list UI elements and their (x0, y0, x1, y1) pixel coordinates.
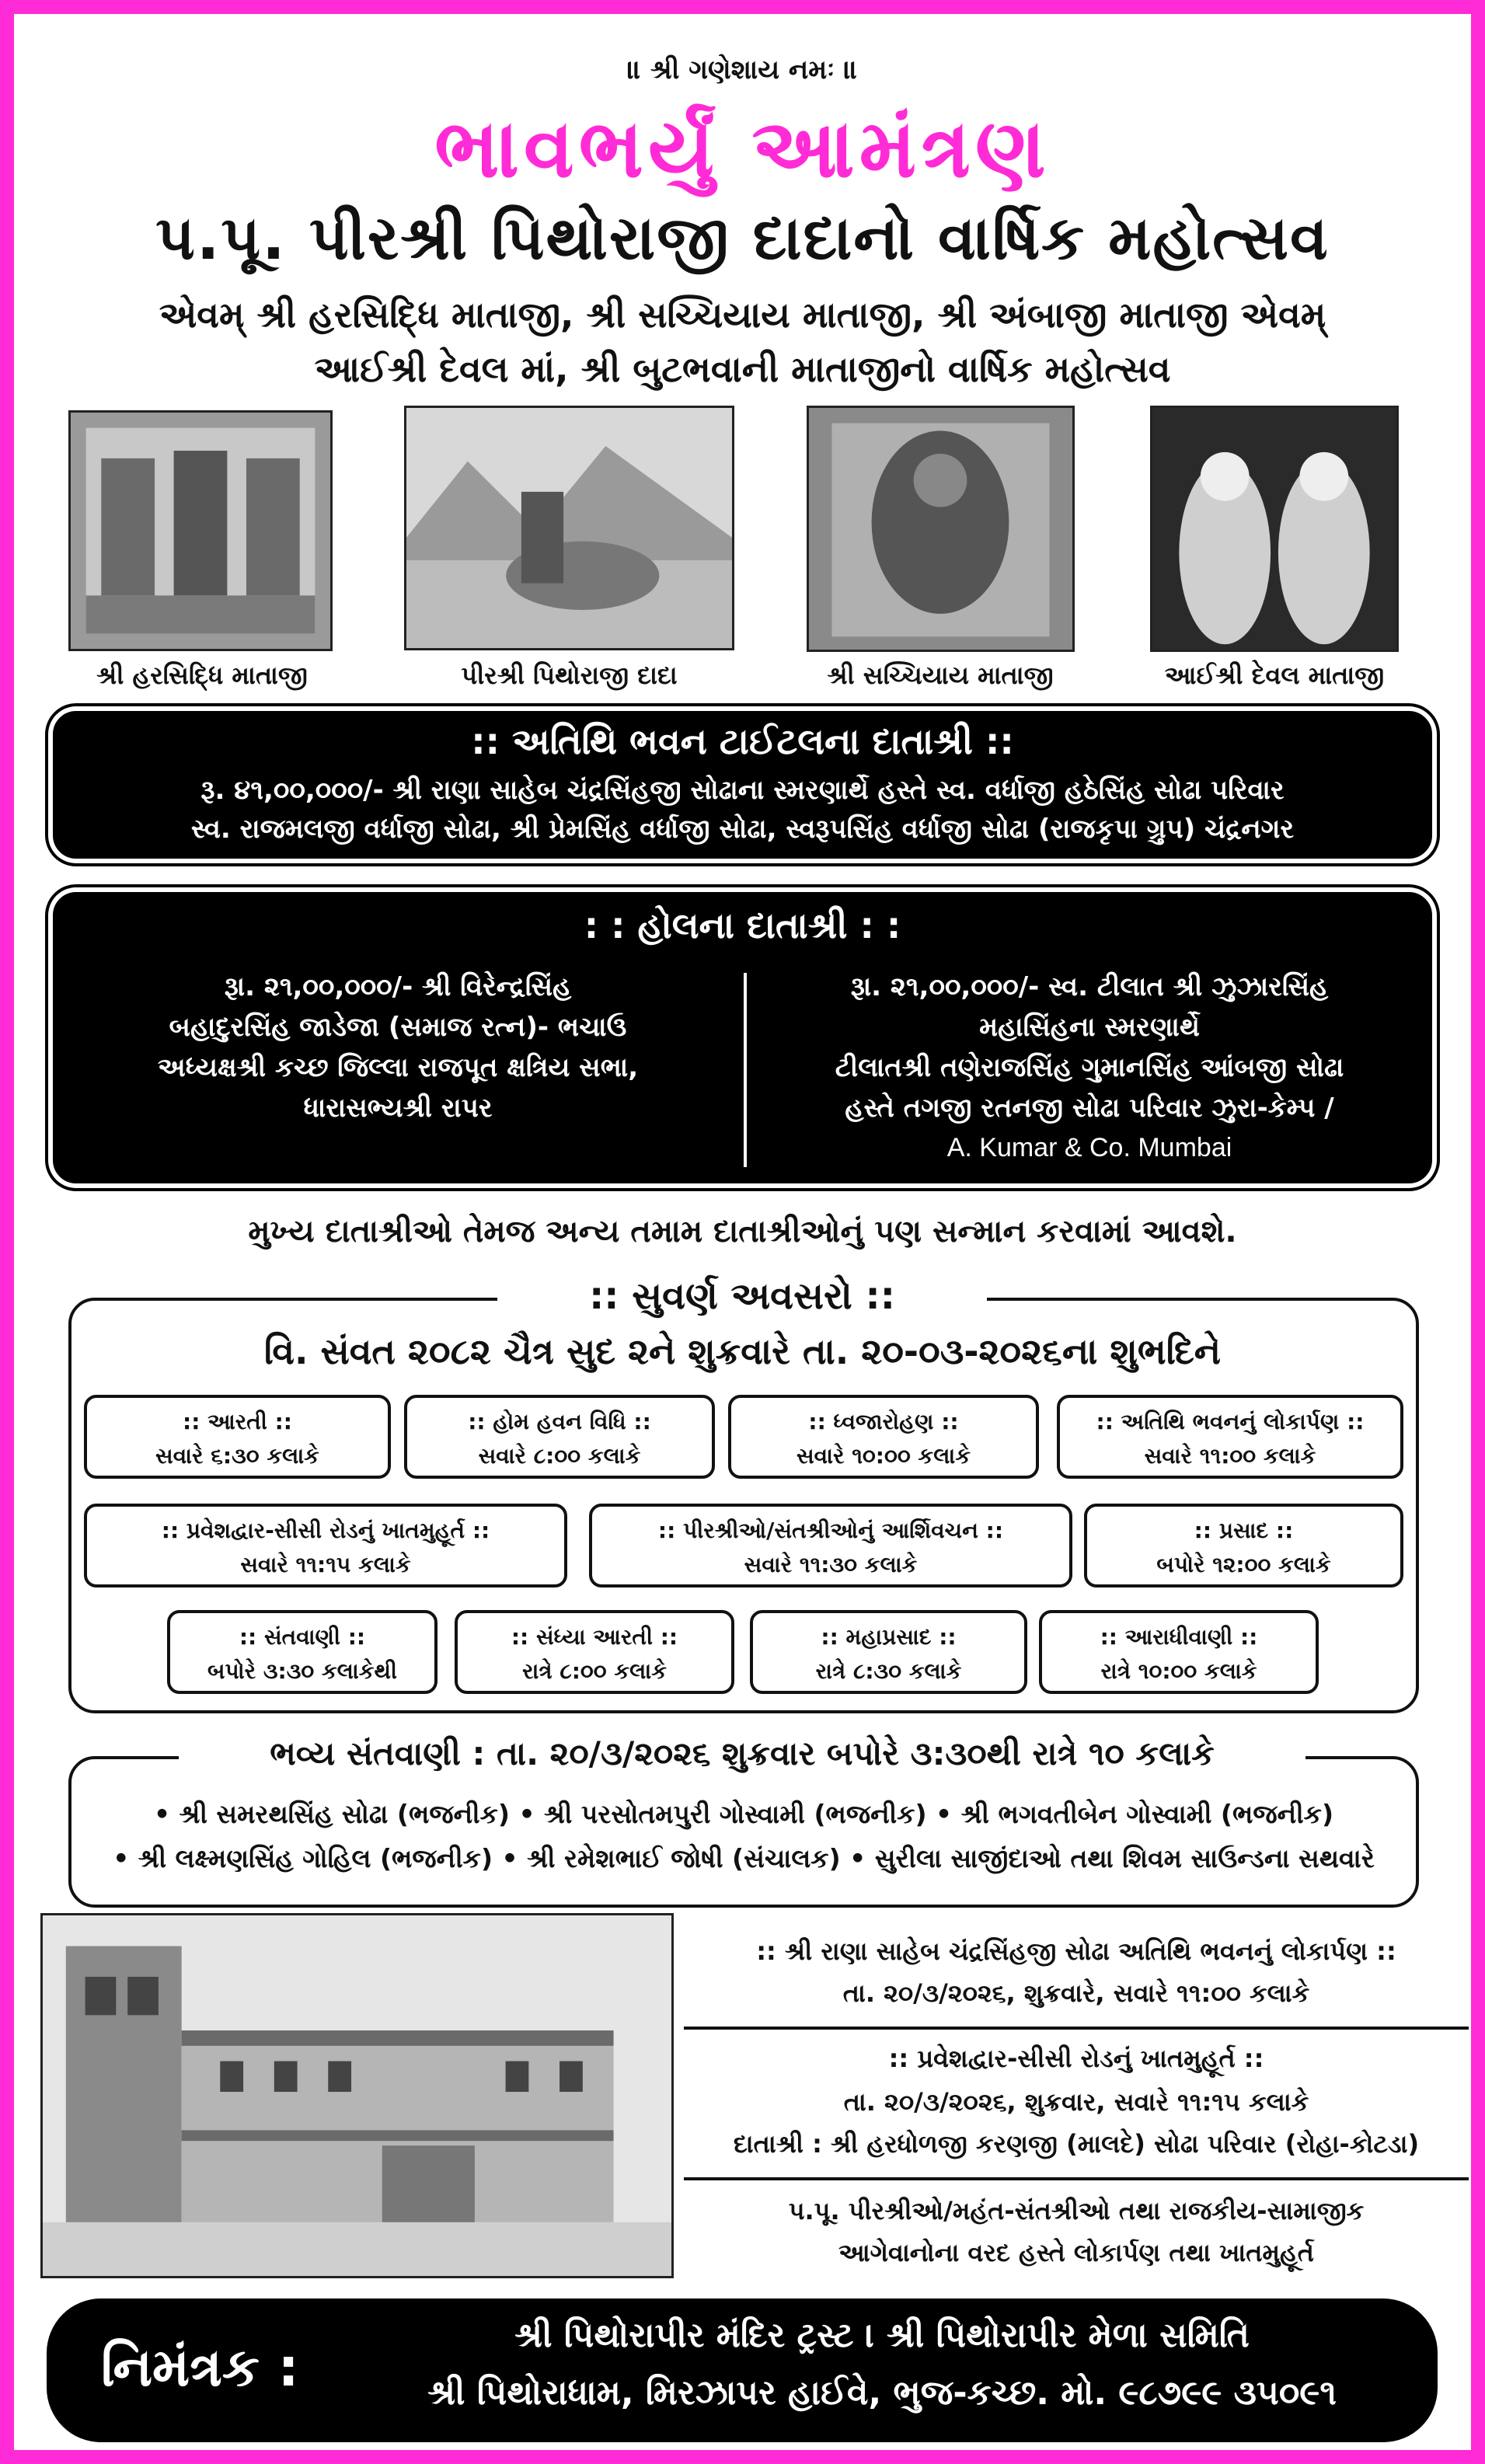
photo-pithoraji-dada (404, 406, 734, 650)
inauguration-block1-line2: તા. ૨૦/૩/૨૦૨૬, શુક્રવારે, સવારે ૧૧:૦૦ કલાકે (842, 1978, 1310, 2008)
hall-donor-right-line-3: ટીલાતશ્રી તણેરાજસિંહ ગુમાનસિંહ આંબજી સોઢા (835, 1052, 1344, 1083)
footer-host-line-2: શ્રી પિથોરાધામ, મિરઝાપર હાઈવે, ભુજ-કચ્છ. મો. ૯૮૭૯૯ ૩૫૦૯૧ (427, 2373, 1337, 2413)
hall-donor-right-line-1: રૂા. ૨૧,૦૦,૦૦૦/- સ્વ. ટીલાત શ્રી ઝુઝારસિંહ (850, 971, 1329, 1002)
photo-caption-4: આઈશ્રી દેવલ માતાજી (1164, 660, 1385, 690)
hall-donor-divider (744, 973, 747, 1167)
invitation-title: ભાવભર્યું આમંત્રણ (434, 101, 1051, 196)
footer-host-label: નિમંત્રક : (101, 2337, 299, 2399)
photo-caption-3: શ્રી સચ્ચિયાય માતાજી (827, 660, 1054, 690)
event-aarti: :: આરતી :: સવારે ૬:૩૦ કલાકે (84, 1395, 391, 1479)
inauguration-block3-line2: આગેવાનોના વરદ હસ્તે લોકાર્પણ તથા ખાતમુહૂર્ત (838, 2238, 1315, 2267)
guest-house-donor-line-2: સ્વ. રાજમલજી વર્ધાજી સોઢા, શ્રી પ્રેમસિંહ વર્ધાજી સોઢા, સ્વરૂપસિંહ વર્ધાજી સોઢા (રાજકૃપા ગ્રુપ) ચંદ્રનગર (190, 814, 1295, 845)
event-gate-road-groundbreaking: :: પ્રવેશદ્વાર-સીસી રોડનું ખાતમુહૂર્ત :: સવારે ૧૧:૧૫ કલાકે (84, 1504, 567, 1587)
photo-caption-1: શ્રી હરસિદ્ધિ માતાજી (96, 660, 308, 690)
photo-harsiddhi-mataji (68, 410, 333, 651)
inauguration-block2-line1: :: પ્રવેશદ્વાર-સીસી રોડનું ખાતમુહૂર્ત :: (888, 2044, 1264, 2073)
event-aaradhivani: :: આરાધીવાણી :: રાત્રે ૧૦:૦૦ કલાકે (1039, 1610, 1319, 1694)
footer-host-bar (47, 2298, 1438, 2442)
event-guest-house-inauguration: :: અતિથિ ભવનનું લોકાર્પણ :: સવારે ૧૧:૦૦ કલાકે (1057, 1395, 1403, 1479)
hall-donor-left-line-1: રૂા. ૨૧,૦૦,૦૦૦/- શ્રી વિરેન્દ્રસિંહ (224, 971, 572, 1002)
inauguration-block2-line3: દાતાશ્રી : શ્રી હરધોળજી કરણજી (માલદે) સોઢા પરિવાર (રોહા-કોટડા) (733, 2129, 1420, 2159)
santvani-line-2: • શ્રી લક્ષ્મણસિંહ ગોહિલ (ભજનીક) • શ્રી રમેશભાઈ જોષી (સંચાલક) • સુરીલા સાજીંદાઓ તથા શિવમ સાઉન્ડના સથવારે (113, 1843, 1375, 1873)
santvani-heading: ભવ્ય સંતવાણી : તા. ૨૦/૩/૨૦૨૬ શુક્રવાર બપોરે ૩:૩૦થી રાત્રે ૧૦ કલાકે (179, 1734, 1305, 1778)
event-hom-havan: :: હોમ હવન વિધિ :: સવારે ૮:૦૦ કલાકે (404, 1395, 715, 1479)
photo-sachiyay-mataji (807, 406, 1075, 652)
golden-date-line: વિ. સંવત ૨૦૮૨ ચૈત્ર સુદ ૨ને શુક્રવારે તા. ૨૦-૦૩-૨૦૨૬ના શુભદિને (263, 1330, 1222, 1372)
inauguration-divider-2 (684, 2177, 1469, 2180)
event-dhvajarohan: :: ધ્વજારોહણ :: સવારે ૧૦:૦૦ કલાકે (728, 1395, 1039, 1479)
inauguration-block1-line1: :: શ્રી રાણા સાહેબ ચંદ્રસિંહજી સોઢા અતિથિ ભવનનું લોકાર્પણ :: (756, 1936, 1396, 1966)
guest-house-photo (40, 1913, 674, 2278)
event-santvani: :: સંતવાણી :: બપોરે ૩:૩૦ કલાકેથી (167, 1610, 437, 1694)
event-blessings: :: પીરશ્રીઓ/સંતશ્રીઓનું આર્શિવચન :: સવારે ૧૧:૩૦ કલાકે (589, 1504, 1072, 1587)
subtitle-line-1: એવમ્ શ્રી હરસિદ્ધિ માતાજી, શ્રી સચ્ચિયાય માતાજી, શ્રી અંબાજી માતાજી એવમ્ (159, 294, 1326, 336)
honor-note: મુખ્ય દાતાશ્રીઓ તેમજ અન્ય તમામ દાતાશ્રીઓનું પણ સન્માન કરવામાં આવશે. (248, 1214, 1237, 1249)
photo-caption-2: પીરશ્રી પિથોરાજી દાદા (461, 660, 678, 690)
guest-house-donor-box (53, 711, 1432, 859)
inauguration-divider-1 (684, 2027, 1469, 2030)
hall-donor-left-line-2: બહાદુરસિંહ જાડેજા (સમાજ રત્ન)- ભચાઉ (169, 1012, 627, 1043)
hall-donor-right-line-4: હસ્તે તગજી રતનજી સોઢા પરિવાર ઝુરા-કેમ્પ / (845, 1093, 1334, 1124)
guest-house-donor-line-1: રૂ. ૪૧,૦૦,૦૦૦/- શ્રી રાણા સાહેબ ચંદ્રસિંહજી સોઢાના સ્મરણાર્થે હસ્તે સ્વ. વર્ધાજી હઠેસિંહ સોઢા પરિવાર (200, 775, 1285, 806)
hall-donor-left-line-3: અધ્યક્ષશ્રી કચ્છ જિલ્લા રાજપૂત ક્ષત્રિય સભા, (157, 1052, 639, 1083)
santvani-box (68, 1756, 1419, 1908)
invocation-line: ॥ શ્રી ગણેશાય નમઃ ॥ (627, 54, 858, 85)
hall-donor-right-line-2: મહાસિંહના સ્મરણાર્થે (979, 1012, 1200, 1043)
subtitle-line-2: આઈશ્રી દેવલ માં, શ્રી બુટભવાની માતાજીનો વાર્ષિક મહોત્સવ (314, 348, 1171, 390)
event-mahaprasad: :: મહાપ્રસાદ :: રાત્રે ૮:૩૦ કલાકે (750, 1610, 1027, 1694)
guest-house-donor-heading: :: અતિથિ ભવન ટાઈટલના દાતાશ્રી :: (471, 720, 1014, 762)
event-sandhya-aarti: :: સંધ્યા આરતી :: રાત્રે ૮:૦૦ કલાકે (455, 1610, 734, 1694)
golden-moments-heading: :: સુવર્ણ અવસરો :: (497, 1274, 987, 1321)
event-prasad: :: પ્રસાદ :: બપોરે ૧૨:૦૦ કલાકે (1084, 1504, 1403, 1587)
festival-title: પ.પૂ. પીરશ્રી પિથોરાજી દાદાનો વાર્ષિક મહોત્સવ (155, 204, 1330, 274)
hall-donor-right-line-5: A. Kumar & Co. Mumbai (946, 1133, 1232, 1162)
inauguration-block3-line1: પ.પૂ. પીરશ્રીઓ/મહંત-સંતશ્રીઓ તથા રાજકીય-સામાજીક (788, 2196, 1365, 2225)
hall-donor-heading: : : હોલના દાતાશ્રી : : (584, 904, 901, 946)
footer-host-line-1: શ્રી પિથોરાપીર મંદિર ટ્રસ્ટ । શ્રી પિથોરાપીર મેળા સમિતિ (514, 2316, 1250, 2355)
santvani-line-1: • શ્રી સમરથસિંહ સોઢા (ભજનીક) • શ્રી પરસોતમપુરી ગોસ્વામી (ભજનીક) • શ્રી ભગવતીબેન ગોસ્વામી (ભજનીક) (153, 1799, 1334, 1829)
photo-aishri-deval-mataji (1150, 406, 1399, 652)
inauguration-block2-line2: તા. ૨૦/૩/૨૦૨૬, શુક્રવાર, સવારે ૧૧:૧૫ કલાકે (843, 2087, 1309, 2117)
hall-donor-box (53, 892, 1432, 1183)
hall-donor-left-line-4: ધારાસભ્યશ્રી રાપર (303, 1093, 493, 1124)
